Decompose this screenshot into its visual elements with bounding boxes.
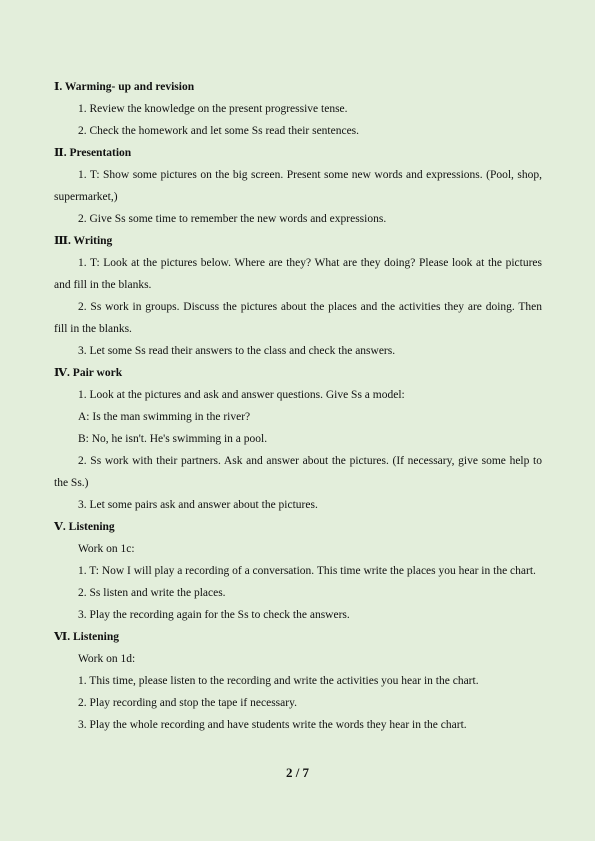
paragraph: 1. T: Now I will play a recording of a conversation. This time write the places you hear in the chart.: [78, 565, 536, 577]
paragraph: 2. Ss listen and write the places.: [78, 587, 226, 599]
paragraph: 3. Play the recording again for the Ss to check the answers.: [78, 609, 350, 621]
paragraph: 3. Let some Ss read their answers to the class and check the answers.: [78, 345, 396, 357]
paragraph: 2. Give Ss some time to remember the new words and expressions.: [78, 213, 387, 225]
section-heading: Ⅳ. Pair work: [54, 367, 123, 379]
dialogue-line: A: Is the man swimming in the river?: [78, 411, 251, 423]
paragraph: 3. Play the whole recording and have students write the words they hear in the chart.: [78, 719, 467, 731]
paragraph: 1. T: Look at the pictures below. Where are they? What are they doing? Please look at the pictures and fill in the blanks.: [54, 257, 542, 291]
section-pair-work: [54, 362, 542, 516]
section-writing: [54, 230, 542, 362]
paragraph: 1. Look at the pictures and ask and answer questions. Give Ss a model:: [78, 389, 405, 401]
section-listening-1c: [54, 516, 542, 626]
paragraph: 2. Check the homework and let some Ss read their sentences.: [78, 125, 360, 137]
paragraph: 3. Let some pairs ask and answer about the pictures.: [78, 499, 318, 511]
paragraph: 1. Review the knowledge on the present progressive tense.: [78, 103, 348, 115]
paragraph: 2. Ss work in groups. Discuss the pictures about the places and the activities they are doing. Then fill in the blanks.: [54, 301, 542, 335]
dialogue-line: B: No, he isn't. He's swimming in a pool.: [78, 433, 268, 445]
section-heading: Ⅰ. Warming- up and revision: [54, 81, 195, 93]
section-heading: Ⅲ. Writing: [54, 235, 113, 247]
document-body: [54, 76, 542, 736]
section-presentation: [54, 142, 542, 230]
section-heading: Ⅱ. Presentation: [54, 147, 132, 159]
paragraph: Work on 1c:: [78, 543, 135, 555]
paragraph: Work on 1d:: [78, 653, 136, 665]
section-listening-1d: [54, 626, 542, 736]
section-heading: Ⅵ. Listening: [54, 631, 119, 643]
page-number: 2 / 7: [285, 765, 310, 780]
section-warming-up: [54, 76, 542, 142]
paragraph: 1. This time, please listen to the recording and write the activities you hear in the chart.: [78, 675, 479, 687]
paragraph: 2. Play recording and stop the tape if necessary.: [78, 697, 297, 709]
paragraph: 2. Ss work with their partners. Ask and answer about the pictures. (If necessary, give some help to the Ss.): [54, 455, 542, 489]
section-heading: Ⅴ. Listening: [54, 521, 115, 533]
paragraph: 1. T: Show some pictures on the big screen. Present some new words and expressions. (Pool, shop, supermarket,): [54, 169, 542, 203]
